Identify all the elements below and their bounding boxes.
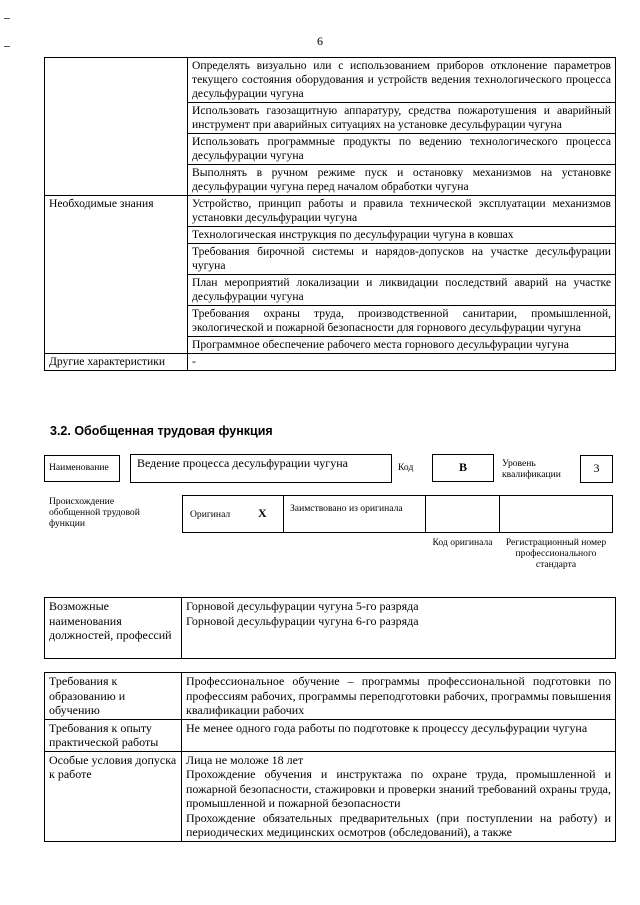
admission-item: Прохождение обучения и инструктажа по охране труда, промышленной и пожарной безопасности, стажировки и проверки знаний требований охраны труда, промышленной и пожарной безопасности [186,767,611,810]
skill-item: Определять визуально или с использованием приборов отклонение параметров текущего состояния оборудования и устройств ведения технологического процесса десульфурации чугуна [188,58,616,103]
experience-label: Требования к опыту практической работы [45,719,182,751]
admission-label: Особые условия допуска к работе [45,751,182,841]
positions-table [44,597,616,659]
table-row [45,58,616,103]
level-value: 3 [593,461,600,475]
positions-values [182,598,616,659]
positions-label: Возможные наименования должностей, профессий [45,598,182,659]
table-row [45,598,616,659]
skill-item: Использовать программные продукты по ведению технологического процесса десульфурации чугуна [188,134,616,165]
requirements-table [44,672,616,842]
skill-item: Использовать газозащитную аппаратуру, средства пожаротушения и аварийный инструмент при аварийных ситуациях на установке десульфурации чугуна [188,103,616,134]
table-row [45,673,616,720]
borrowed-label: Заимствовано из оригинала [290,503,403,514]
knowledge-label: Необходимые знания [45,196,188,354]
name-label: Наименование [49,462,109,473]
table-row [45,354,616,371]
code-value: B [458,460,467,474]
admission-item: Лица не моложе 18 лет [186,752,304,767]
name-value: Ведение процесса десульфурации чугуна [137,456,348,470]
borrowed-box [283,495,426,533]
code-label: Код [398,462,414,473]
table-row [45,719,616,751]
level-label: Уровень квалификации [502,458,561,480]
position-item: Горновой десульфурации чугуна 6-го разряда [186,613,419,628]
knowledge-item: Программное обеспечение рабочего места горнового десульфурации чугуна [188,337,616,354]
table-row [45,751,616,841]
education-label: Требования к образованию и обучению [45,673,182,720]
table-row [45,196,616,227]
page-number: 6 [317,34,323,48]
admission-values [182,751,616,841]
skills-knowledge-table [44,57,616,371]
original-label: Оригинал [190,509,231,520]
section-title: 3.2. Обобщенная трудовая функция [50,424,273,438]
reg-number-caption: Регистрационный номер профессионального стандарта [505,537,607,570]
origin-label: Происхождение обобщенной трудовой функции [49,496,140,529]
code-original-box [425,495,500,533]
scan-mark [4,18,10,19]
knowledge-item: Устройство, принцип работы и правила технической эксплуатации механизмов установки десульфурации чугуна [188,196,616,227]
education-value: Профессиональное обучение – программы профессиональной подготовки по профессиям рабочих, программы переподготовки рабочих, программы повышения квалификации рабочих [182,673,616,720]
empty-label-cell [45,58,188,196]
knowledge-item: План мероприятий локализации и ликвидации последствий аварий на участке десульфурации чугуна [188,275,616,306]
knowledge-item: Требования охраны труда, производственной санитарии, промышленной, экологической и пожарной безопасности для горнового десульфурации чугуна [188,306,616,337]
position-item: Горновой десульфурации чугуна 5-го разряда [186,599,419,613]
experience-value: Не менее одного года работы по подготовке к процессу десульфурации чугуна [182,719,616,751]
code-original-caption: Код оригинала [432,537,493,548]
knowledge-item: Технологическая инструкция по десульфурации чугуна в ковшах [188,227,616,244]
other-value: - [188,354,616,371]
reg-number-box [499,495,613,533]
other-label: Другие характеристики [45,354,188,371]
skill-item: Выполнять в ручном режиме пуск и остановку механизмов на установке десульфурации чугуна перед началом обработки чугуна [188,165,616,196]
knowledge-item: Требования бирочной системы и нарядов-допусков на участке десульфурации чугуна [188,244,616,275]
original-mark: X [258,506,267,520]
admission-item: Прохождение обязательных предварительных (при поступлении на работу) и периодических медицинских осмотров (обследований), а также [186,810,611,839]
